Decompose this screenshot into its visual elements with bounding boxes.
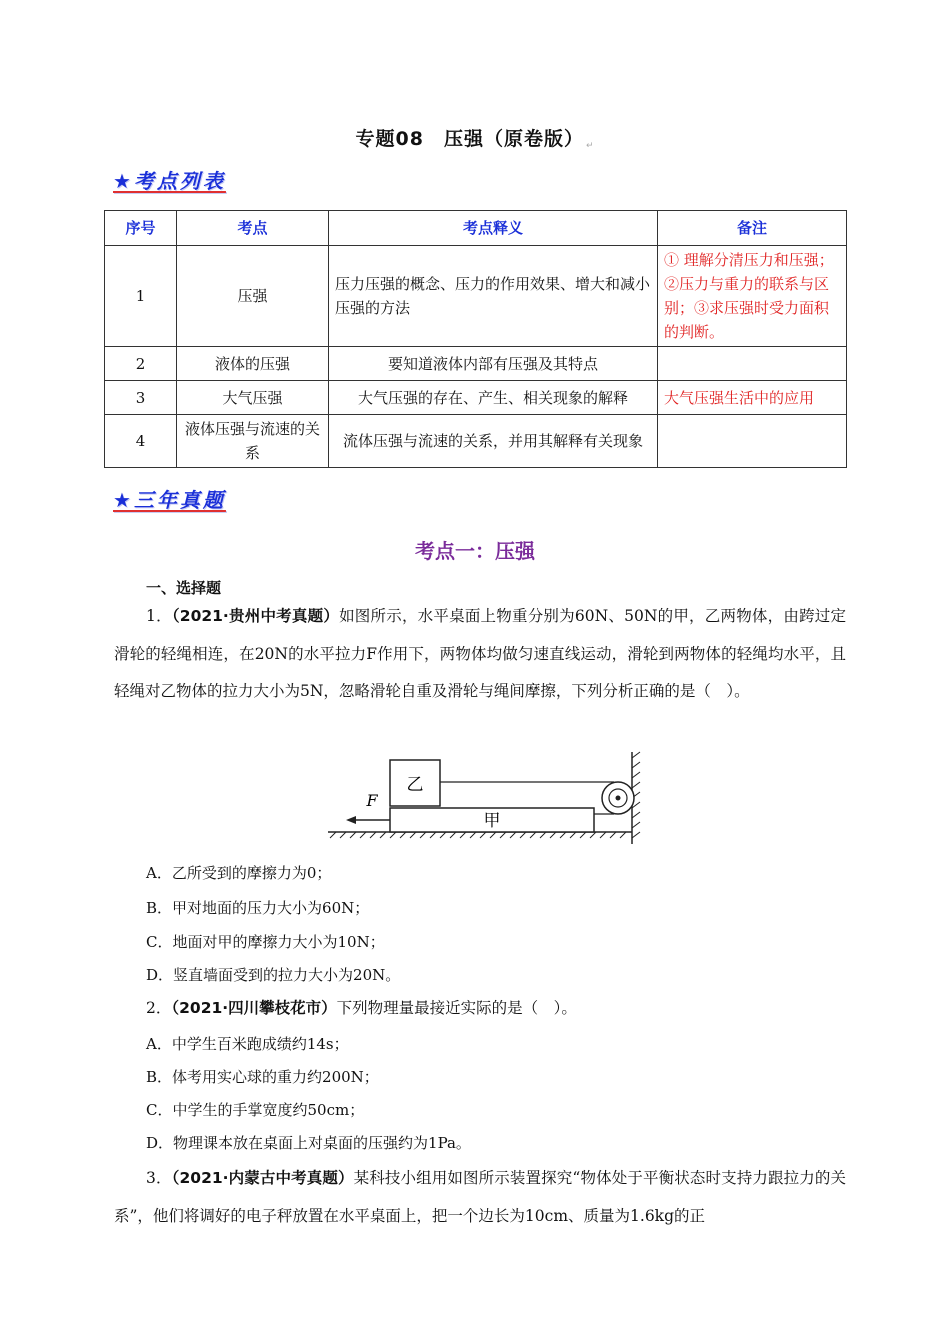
option-c: C．地面对甲的摩擦力大小为10N； xyxy=(146,933,385,951)
table-cell-note: ① 理解分清压力和压强；②压力与重力的联系与区别；③求压强时受力面积的判断。 xyxy=(658,246,847,347)
block-jia-label: 甲 xyxy=(483,811,501,831)
force-label: F xyxy=(366,791,378,810)
table-row xyxy=(105,347,847,381)
table-header: 考点释义 xyxy=(329,211,658,246)
table-header-row xyxy=(105,211,847,246)
question-text: 下列物理量最接近实际的是（ ）。 xyxy=(336,999,577,1017)
ground-hatch xyxy=(330,832,626,838)
table-cell-desc: 流体压强与流速的关系，并用其解释有关现象 xyxy=(329,415,658,468)
question-number: 1． xyxy=(146,607,172,625)
table-cell-no: 2 xyxy=(105,347,177,381)
question-number: 2． xyxy=(146,999,172,1017)
option-a: A．中学生百米跑成绩约14s； xyxy=(146,1035,349,1053)
table-cell-point: 压强 xyxy=(177,246,329,347)
option-d: D．竖直墙面受到的拉力大小为20N。 xyxy=(146,966,401,984)
question-1 xyxy=(114,598,846,711)
table-header: 备注 xyxy=(658,211,847,246)
question-3 xyxy=(114,1160,846,1235)
table-cell-desc: 压力压强的概念、压力的作用效果、增大和减小压强的方法 xyxy=(329,246,658,347)
table-header: 考点 xyxy=(177,211,329,246)
table-row xyxy=(105,381,847,415)
question-source: （2021·内蒙古中考真题） xyxy=(171,1169,354,1187)
table-cell-point: 液体压强与流速的关系 xyxy=(177,415,329,468)
pulley-figure xyxy=(322,748,658,848)
section-heading-three-years: ★三年真题 xyxy=(113,488,226,512)
page-title: 专题08 压强（原卷版） ↵ xyxy=(355,128,595,151)
table-cell-point: 液体的压强 xyxy=(177,347,329,381)
table-cell-note xyxy=(658,415,847,468)
question-source: （2021·贵州中考真题） xyxy=(171,607,340,625)
question-number: 3． xyxy=(146,1169,172,1187)
table-cell-note xyxy=(658,347,847,381)
table-row xyxy=(105,415,847,468)
option-d: D．物理课本放在桌面上对桌面的压强约为1Pa。 xyxy=(146,1134,471,1152)
table-cell-point: 大气压强 xyxy=(177,381,329,415)
table-header: 序号 xyxy=(105,211,177,246)
table-cell-note: 大气压强生活中的应用 xyxy=(658,381,847,415)
option-b: B．甲对地面的压力大小为60N； xyxy=(146,899,370,917)
table-cell-no: 4 xyxy=(105,415,177,468)
block-yi-label: 乙 xyxy=(406,775,424,795)
question-text: 某科技小组用如图所示装置探究“物体处于平衡状态时支持力跟拉力的关系”，他们将调好的电子秤放置在水平桌面上，把一个边长为10cm、质量为1.6kg的正 xyxy=(114,1169,846,1225)
option-b: B．体考用实心球的重力约200N； xyxy=(146,1068,379,1086)
kaodian-table xyxy=(104,210,847,468)
table-cell-desc: 大气压强的存在、产生、相关现象的解释 xyxy=(329,381,658,415)
table-cell-desc: 要知道液体内部有压强及其特点 xyxy=(329,347,658,381)
option-a: A．乙所受到的摩擦力为0； xyxy=(146,864,332,882)
table-cell-no: 1 xyxy=(105,246,177,347)
table-cell-no: 3 xyxy=(105,381,177,415)
subheading-choice: 一、选择题 xyxy=(146,579,222,597)
section-heading-kaodian-list: ★考点列表 xyxy=(113,169,226,193)
question-2 xyxy=(114,990,846,1028)
table-row xyxy=(105,246,847,347)
kaodian-one-heading: 考点一：压强 xyxy=(415,539,535,563)
question-text: 如图所示，水平桌面上物重分别为60N、50N的甲，乙两物体，由跨过定滑轮的轻绳相连，在20N的水平拉力F作用下，两物体均做匀速直线运动，滑轮到两物体的轻绳均水平，且轻绳对乙物体的拉力大小为5N，忽略滑轮自重及滑轮与绳间摩擦，下列分析正确的是（ ）。 xyxy=(114,607,847,700)
option-c: C．中学生的手掌宽度约50cm； xyxy=(146,1101,365,1119)
question-source: （2021·四川攀枝花市） xyxy=(171,999,337,1017)
